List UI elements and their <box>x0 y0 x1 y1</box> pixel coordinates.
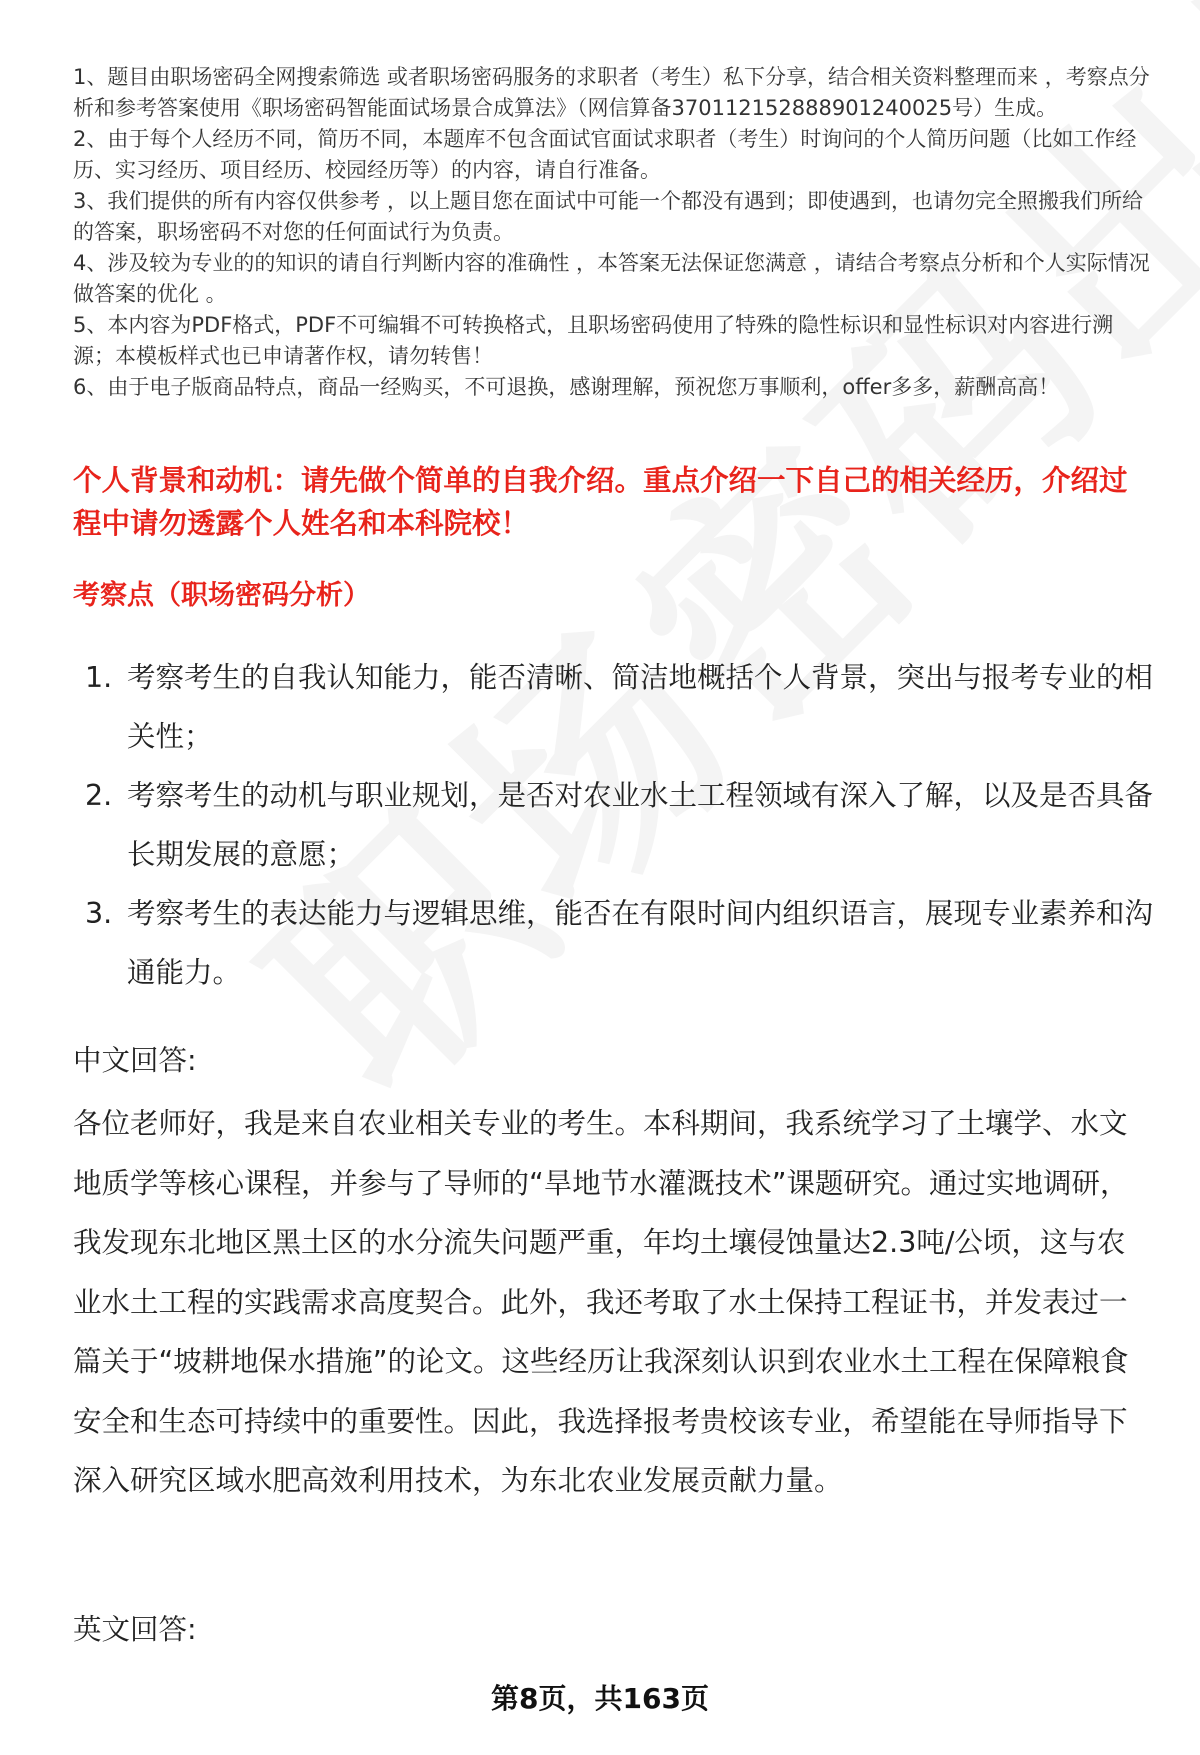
point-number: 2. <box>85 779 113 812</box>
disclaimer-item: 1、题目由职场密码全网搜索筛选 或者职场密码服务的求职者（考生）私下分享，结合相关资料整理而来 ，考察点分析和参考答案使用《职场密码智能面试场景合成算法》（网信算备370112152888901240025号）生成。 <box>73 65 1150 120</box>
disclaimer-list <box>73 62 1153 403</box>
analysis-title: 考察点（职场密码分析） <box>73 580 370 611</box>
disclaimer-item: 2、由于每个人经历不同，简历不同，本题库不包含面试官面试求职者（考生）时询问的个人简历问题（比如工作经历、实习经历、项目经历、校园经历等）的内容，请自行准备。 <box>73 127 1137 182</box>
point-text: 考察考生的动机与职业规划，是否对农业水土工程领域有深入了解，以及是否具备长期发展的意愿； <box>127 779 1154 871</box>
analysis-points <box>73 648 1153 1002</box>
page-number: 第8页，共163页 <box>491 1682 709 1715</box>
analysis-point <box>73 884 1153 1002</box>
chinese-answer-label: 中文回答: <box>73 1044 197 1077</box>
disclaimer-item: 5、本内容为PDF格式，PDF不可编辑不可转换格式，且职场密码使用了特殊的隐性标识和显性标识对内容进行溯源；本模板样式也已申请著作权，请勿转售！ <box>73 313 1114 368</box>
point-number: 3. <box>85 897 113 930</box>
analysis-point <box>73 648 1153 766</box>
chinese-answer-text: 各位老师好，我是来自农业相关专业的考生。本科期间，我系统学习了土壤学、水文地质学等核心课程，并参与了导师的“旱地节水灌溉技术”课题研究。通过实地调研，我发现东北地区黑土区的水分流失问题严重，年均土壤侵蚀量达2.3吨/公顷，这与农业水土工程的实践需求高度契合。此外，我还考取了水土保持工程证书，并发表过一篇关于“坡耕地保水措施”的论文。这些经历让我深刻认识到农业水土工程在保障粮食安全和生态可持续中的重要性。因此，我选择报考贵校该专业，希望能在导师指导下深入研究区域水肥高效利用技术，为东北农业发展贡献力量。 <box>73 1107 1129 1497</box>
point-text: 考察考生的表达能力与逻辑思维，能否在有限时间内组织语言，展现专业素养和沟通能力。 <box>127 897 1154 989</box>
english-answer-label: 英文回答: <box>73 1613 197 1646</box>
analysis-point <box>73 766 1153 884</box>
disclaimer-item: 3、我们提供的所有内容仅供参考 ，以上题目您在面试中可能一个都没有遇到；即使遇到，也请勿完全照搬我们所给的答案，职场密码不对您的任何面试行为负责。 <box>73 189 1144 244</box>
disclaimer-item: 4、涉及较为专业的的知识的请自行判断内容的准确性 ，本答案无法保证您满意 ，请结合考察点分析和个人实际情况做答案的优化 。 <box>73 251 1150 306</box>
point-number: 1. <box>85 661 113 694</box>
question-title: 个人背景和动机：请先做个简单的自我介绍。重点介绍一下自己的相关经历，介绍过程中请勿透露个人姓名和本科院校！ <box>73 464 1128 540</box>
point-text: 考察考生的自我认知能力，能否清晰、简洁地概括个人背景，突出与报考专业的相关性； <box>127 661 1154 753</box>
disclaimer-item: 6、由于电子版商品特点，商品一经购买，不可退换，感谢理解，预祝您万事顺利，offer多多，薪酬高高！ <box>73 375 1060 399</box>
